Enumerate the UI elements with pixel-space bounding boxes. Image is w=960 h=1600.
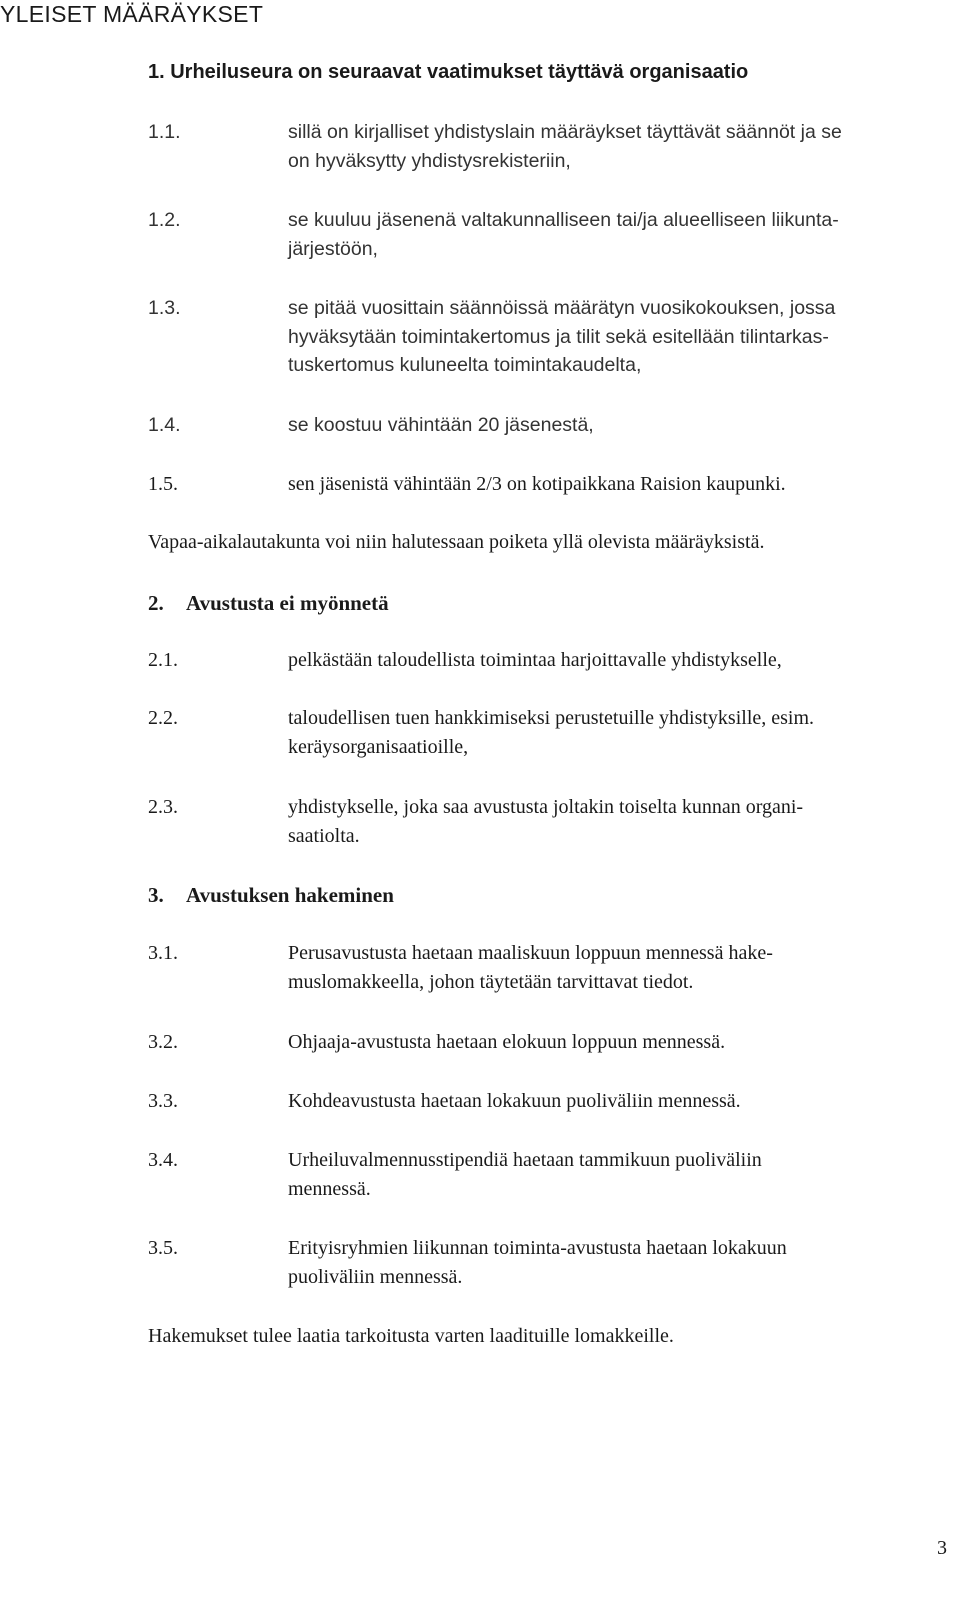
item-text: Perusavustusta haetaan maaliskuun loppuun mennessä hake-: [288, 942, 773, 964]
item-number: 2.2.: [148, 707, 178, 729]
item-number: 3.1.: [148, 942, 178, 964]
item-text: Ohjaaja-avustusta haetaan elokuun loppuun mennessä.: [288, 1031, 726, 1053]
item-number: 1.1.: [148, 121, 181, 143]
item-text: se kuuluu jäsenenä valtakunnalliseen tai/ja alueelliseen liikunta-: [288, 209, 839, 231]
item-text: Kohdeavustusta haetaan lokakuun puoliväliin mennessä.: [288, 1090, 741, 1112]
item-text: saatiolta.: [288, 824, 360, 847]
item-number: 1.3.: [148, 297, 181, 319]
item-number: 1.2.: [148, 209, 181, 231]
section-number: 2.: [148, 591, 164, 615]
item-text: on hyväksytty yhdistysrekisteriin,: [288, 149, 571, 172]
item-text: puoliväliin mennessä.: [288, 1265, 463, 1288]
section-title: Avustuksen hakeminen: [186, 883, 394, 907]
item-text: keräysorganisaatioille,: [288, 735, 469, 758]
item-text: yhdistykselle, joka saa avustusta joltakin toiselta kunnan organi-: [288, 796, 804, 818]
item-number: 2.3.: [148, 796, 178, 818]
page-number: 3: [937, 1537, 947, 1559]
page-title: YLEISET MÄÄRÄYKSET: [0, 1, 264, 27]
item-text: mennessä.: [288, 1177, 371, 1200]
item-text: tuskertomus kuluneelta toimintakaudelta,: [288, 354, 642, 376]
section-title: Avustusta ei myönnetä: [186, 591, 389, 615]
item-text: sen jäsenistä vähintään 2/3 on kotipaikkana Raision kaupunki.: [288, 473, 786, 495]
item-text: sillä on kirjalliset yhdistyslain määräykset täyttävät säännöt ja se: [288, 121, 842, 143]
item-text: hyväksytään toimintakertomus ja tilit sekä esitellään tilintarkas-: [288, 325, 829, 348]
section-3-note: Hakemukset tulee laatia tarkoitusta varten laadituille lomakkeille.: [148, 1325, 674, 1347]
item-number: 1.5.: [148, 473, 178, 495]
item-text: muslomakkeella, johon täytetään tarvittavat tiedot.: [288, 970, 694, 993]
item-text: taloudellisen tuen hankkimiseksi perustetuille yhdistyksille, esim.: [288, 707, 815, 729]
section-3-heading: [148, 881, 394, 909]
item-number: 3.3.: [148, 1090, 178, 1112]
item-text: se pitää vuosittain säännöissä määrätyn vuosikokouksen, jossa: [288, 297, 836, 319]
item-number: 3.5.: [148, 1237, 178, 1259]
section-2-heading: [148, 589, 389, 617]
item-text: Urheiluvalmennusstipendiä haetaan tammikuun puoliväliin: [288, 1149, 762, 1171]
item-text: Erityisryhmien liikunnan toiminta-avustusta haetaan lokakuun: [288, 1237, 787, 1259]
item-number: 3.2.: [148, 1031, 178, 1053]
item-number: 2.1.: [148, 649, 178, 671]
section-number: 3.: [148, 883, 164, 907]
section-1-heading: 1. Urheiluseura on seuraavat vaatimukset täyttävä organisaatio: [148, 61, 749, 83]
item-number: 1.4.: [148, 414, 181, 436]
item-text: se koostuu vähintään 20 jäsenestä,: [288, 414, 594, 436]
item-text: pelkästään taloudellista toimintaa harjoittavalle yhdistykselle,: [288, 649, 782, 671]
item-text: järjestöön,: [288, 237, 378, 260]
section-1-note: Vapaa-aikalautakunta voi niin halutessaan poiketa yllä olevista määräyksistä.: [148, 531, 765, 553]
item-number: 3.4.: [148, 1149, 178, 1171]
